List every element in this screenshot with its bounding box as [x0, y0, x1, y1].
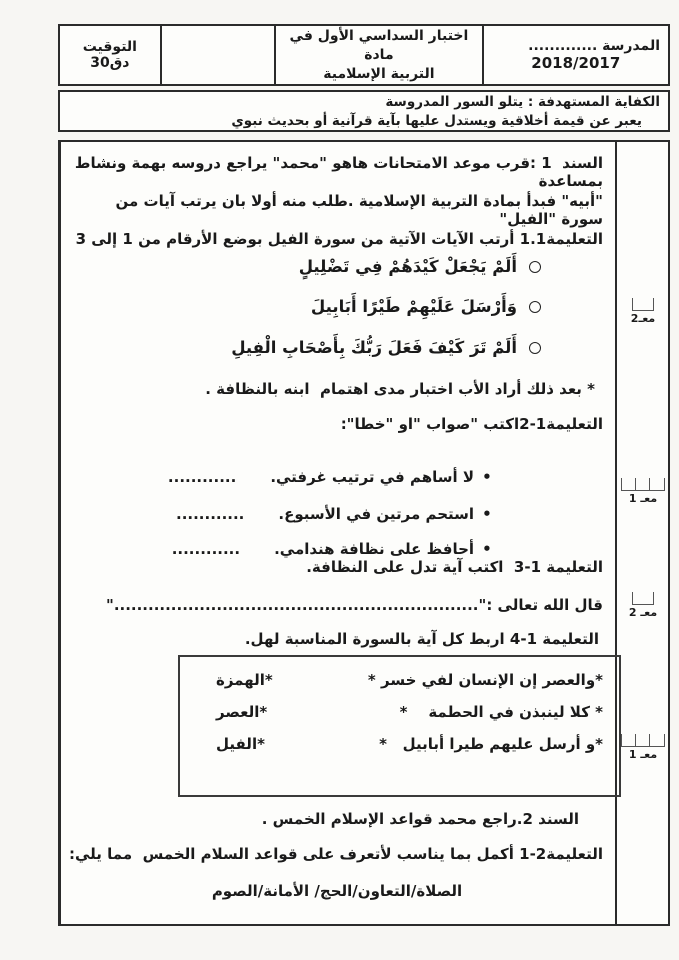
score-box-icon — [621, 734, 665, 747]
answer-dots: ............ — [167, 468, 237, 486]
instruction-1-3: التعليمة 1‏-‏3 اكتب آية تدل على النظافة. — [306, 558, 603, 576]
exam-title-cell — [274, 26, 481, 84]
empty-cell — [160, 26, 275, 84]
verse-item-3 — [231, 338, 541, 357]
score-label: معـ 1 — [628, 748, 658, 761]
note-after-verses: * بعد ذلك أراد الأب اختبار مدى اهتمام ابنه بالنظافة . — [205, 380, 595, 398]
score-mark-2 — [620, 478, 666, 505]
tf-text: لا أساهم في ترتيب غرفتي. — [270, 468, 475, 486]
surah-cell: *الفيل — [216, 735, 265, 753]
support2-intro: السند 2.راجع محمد قواعد الإسلام الخمس . — [261, 810, 579, 828]
score-box-icon — [632, 298, 654, 311]
answer-circle-icon — [529, 261, 541, 273]
timing-cell — [60, 26, 160, 84]
timing-value: 30دق — [90, 55, 130, 71]
exam-body-box — [58, 140, 670, 926]
verse-item-2 — [311, 297, 541, 316]
bullet-icon: • — [482, 540, 492, 558]
score-mark-4 — [620, 734, 666, 761]
verse-cell: * كلا لينبذن في الحطمة * — [399, 703, 603, 721]
matching-row-2 — [180, 703, 619, 721]
timing-label: التوقيت — [82, 39, 137, 55]
header-table — [58, 24, 670, 86]
tf-text: استحم مرتين في الأسبوع. — [278, 505, 475, 523]
exam-content — [61, 142, 613, 924]
answer-circle-icon — [529, 342, 541, 354]
surah-cell: *العصر — [216, 703, 268, 721]
bullet-icon: • — [482, 468, 492, 486]
answer-dots: ............ — [176, 505, 245, 523]
score-mark-3 — [620, 592, 666, 619]
score-margin-column — [615, 142, 668, 924]
bullet-icon: • — [482, 505, 492, 523]
instruction-1-2: التعليمة1‏-‏2اكتب "صواب "او "خطا": — [340, 415, 603, 433]
matching-row-3 — [180, 735, 619, 753]
support1-intro-line2: "أبيه" فبدأ بمادة التربية الإسلامية .طلب منه أولا بان يرتب آيات من سورة "الفيل" — [110, 192, 603, 228]
school-label: المدرسة ............. — [528, 38, 660, 54]
verse-text: وَأَرْسَلَ عَلَيْهِمْ طَيْرًا أَبَابِيلَ — [310, 297, 517, 316]
score-label: معـ 2 — [628, 606, 658, 619]
verse-text: أَلَمْ تَرَ كَيْفَ فَعَلَ رَبُّكَ بِأَصْحَابِ الْفِيلِ — [231, 338, 517, 357]
matching-table — [178, 655, 621, 797]
instruction-1-1: التعليمة1.1 أرتب الآيات الآتية من سورة الفيل بوضع الأرقام من 1 إلى 3 — [75, 230, 603, 248]
answer-circle-icon — [529, 301, 541, 313]
exam-title-line2: التربية الإسلامية — [323, 65, 435, 82]
verse-cell: *و أرسل عليهم طيرا أبابيل * — [379, 735, 603, 753]
competency-box — [58, 90, 670, 132]
competency-line1: الكفاية المستهدفة : يتلو السور المدروسة — [385, 94, 660, 110]
competency-line2: يعبر عن قيمة أخلاقية ويستدل عليها بآية قرآنية أو بحديث نبوي — [231, 113, 642, 129]
word-bank: الصلاة/التعاون/الحج/ الأمانة/الصوم — [211, 882, 463, 900]
score-label: معـ 1 — [628, 492, 658, 505]
answer-dots: ............ — [171, 540, 241, 558]
instruction-2-1: التعليمة2‏-‏1 أكمل بما يناسب لأتعرف على قواعد السلام الخمس مما يلي: — [69, 845, 603, 863]
score-label: معـ2 — [630, 312, 656, 325]
score-box-icon — [632, 592, 654, 605]
quran-quote-line: قال الله تعالى :"................................................................" — [106, 596, 603, 614]
score-mark-1 — [620, 298, 666, 325]
score-box-icon — [621, 478, 665, 491]
instruction-1-4: التعليمة 1‏-‏4 اربط كل آية بالسورة المناسبة لهل. — [244, 630, 599, 648]
school-cell — [482, 26, 668, 84]
tf-text: أحافظ على نظافة هندامي. — [274, 540, 475, 558]
surah-cell: *الهمزة — [216, 671, 273, 689]
matching-row-1 — [180, 671, 619, 689]
verse-item-1 — [299, 257, 541, 276]
verse-text: أَلَمْ يَجْعَلْ كَيْدَهُمْ فِي تَضْلِيلٍ — [298, 257, 517, 276]
verse-cell: *والعصر إن الإنسان لفي خسر * — [367, 671, 603, 689]
support1-intro-line1: السند 1 :قرب موعد الامتحانات هاهو "محمد" يراجع دروسه بهمة ونشاط بمساعدة — [69, 154, 603, 190]
school-year: 2018/2017 — [531, 54, 621, 72]
exam-title-line1: اختبار السداسي الأول في مادة — [289, 27, 469, 63]
